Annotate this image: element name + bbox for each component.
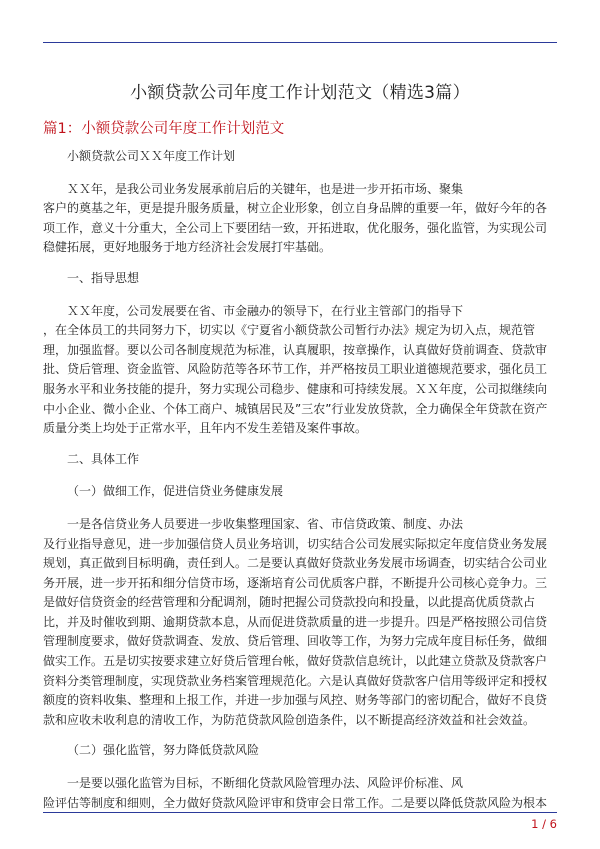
section-heading: 篇1：小额贷款公司年度工作计划范文 xyxy=(43,121,285,137)
paragraph-intro xyxy=(43,180,557,258)
paragraph-detailed-work-rest: 及行业指导意见，进一步加强信贷人员业务培训，切实结合公司发展实际拟定年度信贷业务发展规划，真正做到目标明确，责任到人。二是要认真做好贷款业务发展市场调查，切实结合公司业务开展，进一步开拓和细分信贷市场，逐渐培育公司优质客户群，不断提升公司核心竞争力。三是做好信贷资金的经营管理和分配调剂，随时把握公司贷款投向和投量，以此提高优质贷款占比，并及时催收到期、逾期贷款本息，从而促进贷款质量的进一步提升。四是严格按照公司信贷管理制度要求，做好贷款调查、发放、贷后管理、回收等工作，为努力完成年度目标任务，做细做实工作。五是切实按要求建立好贷后管理台帐，做好贷款信息统计，以此建立贷款及贷款客户资料分类管理制度，实现贷款业务档案管理规范化。六是认真做好贷款客户信用等级评定和授权额度的资料收集、整理和上报工作，并进一步加强与风控、财务等部门的密切配合，做好不良贷款和应收未收利息的清收工作，为防范贷款风险创造条件，以不断提高经济效益和社会效益。 xyxy=(43,536,548,727)
paragraph-intro-first-line: ＸＸ年，是我公司业务发展承前启后的关键年，也是进一步开拓市场、聚集 xyxy=(67,181,464,196)
bottom-rule xyxy=(43,812,557,813)
paragraph-guiding xyxy=(43,302,557,439)
paragraph-detailed-work-first-line: 一是各信贷业务人员要进一步收集整理国家、省、市信贷政策、制度、办法 xyxy=(67,516,464,531)
paragraph-detailed-work xyxy=(43,515,557,731)
heading-strengthen-supervision: （二）强化监管，努力降低贷款风险 xyxy=(67,743,260,758)
paragraph-guiding-first-line: ＸＸ年度，公司发展要在省、市金融办的领导下，在行业主管部门的指导下 xyxy=(67,303,464,318)
heading-guiding-ideology: 一、指导思想 xyxy=(67,270,140,285)
heading-specific-work: 二、具体工作 xyxy=(67,451,140,466)
paragraph-supervision-rest: 险评估等制度和细则，全力做好贷款风险评审和贷审会日常工作。二是要以降低贷款风险为根本 xyxy=(43,795,548,810)
page-indicator: 1 / 6 xyxy=(531,817,557,831)
heading-detailed-work: （一）做细工作，促进信贷业务健康发展 xyxy=(67,484,284,499)
top-rule xyxy=(43,42,557,43)
document-body xyxy=(43,147,557,824)
plan-subtitle: 小额贷款公司ＸＸ年度工作计划 xyxy=(67,149,236,163)
document-title: 小额贷款公司年度工作计划范文（精选3篇） xyxy=(130,83,470,103)
paragraph-supervision-first-line: 一是要以强化监管为目标，不断细化贷款风险管理办法、风险评价标准、风 xyxy=(67,776,464,791)
paragraph-guiding-rest: ，在全体员工的共同努力下，切实以《宁夏省小额贷款公司暂行办法》规定为切入点，规范管理，加强监督。要以公司各制度规范为标准，认真履职，按章操作，认真做好贷前调查、贷款审批、贷后管理、资金监管、风险防范等各环节工作，并严格按员工职业道德规范要求，强化员工服务水平和业务技能的提升，努力实现公司稳步、健康和可持续发展。ＸＸ年度，公司拟继续向中小企业、微小企业、个体工商户、城镇居民及”三农”行业发放贷款，全力确保全年贷款在资产质量分类上均处于正常水平，且年内不发生差错及案件事故。 xyxy=(43,323,548,436)
paragraph-intro-rest: 客户的奠基之年，更是提升服务质量，树立企业形象，创立自身品牌的重要一年，做好今年的各项工作，意义十分重大，全公司上下要团结一致，开拓进取，优化服务，强化监管，为实现公司稳健拓展，更好地服务于地方经济社会发展打牢基础。 xyxy=(43,201,548,255)
paragraph-supervision xyxy=(43,774,557,813)
